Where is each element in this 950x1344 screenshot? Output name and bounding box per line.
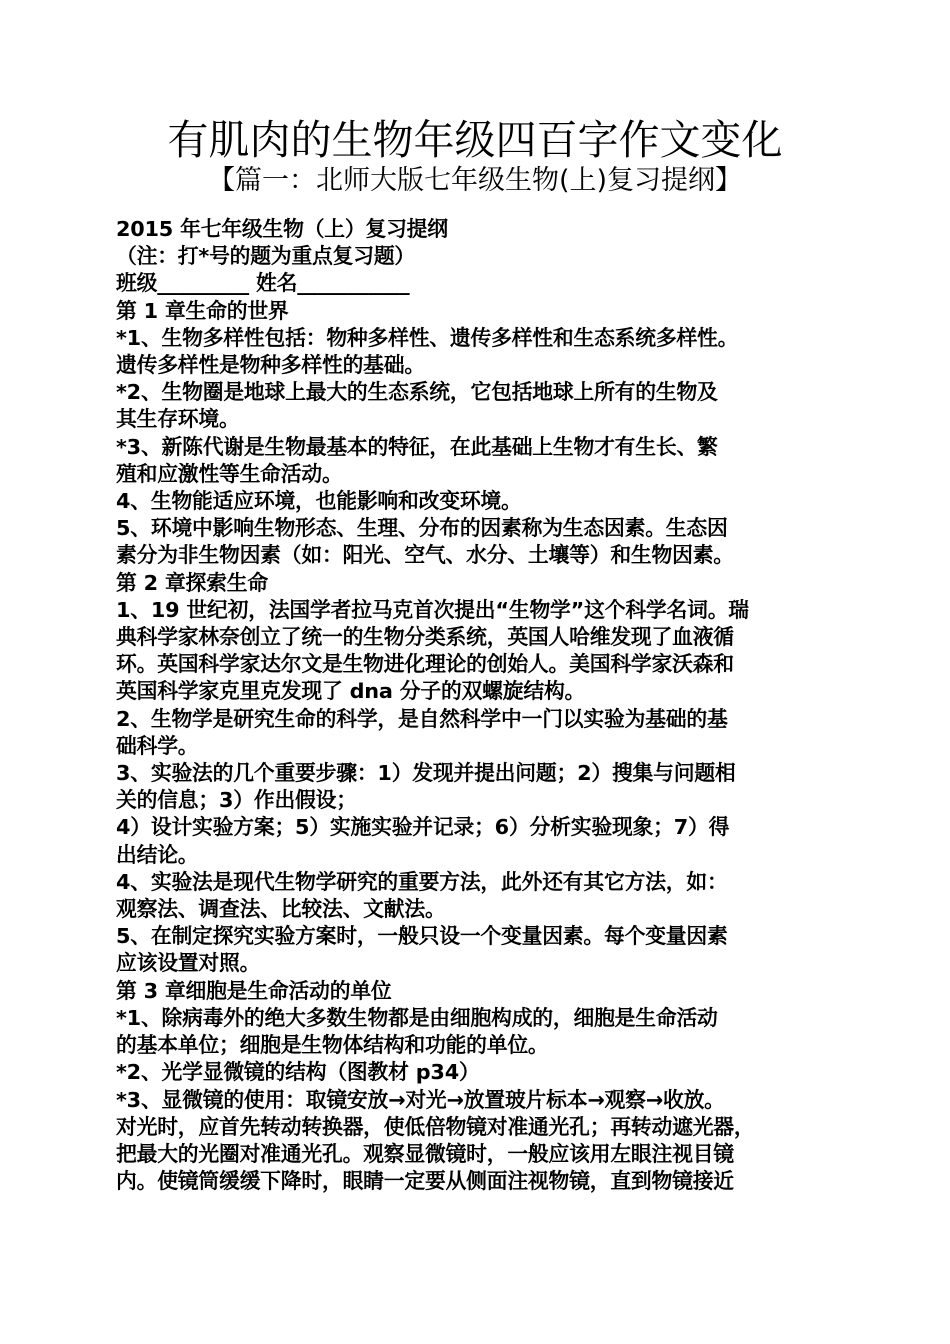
text-line: 4、实验法是现代生物学研究的重要方法，此外还有其它方法，如： bbox=[116, 869, 728, 894]
text-line: 的基本单位；细胞是生物体结构和功能的单位。 bbox=[116, 1033, 549, 1058]
text-line: 2、生物学是研究生命的科学，是自然科学中一门以实验为基础的基 bbox=[116, 706, 728, 731]
text-line: 5、在制定探究实验方案时，一般只设一个变量因素。每个变量因素 bbox=[116, 924, 728, 949]
text-line: *3、显微镜的使用：取镜安放→对光→放置玻片标本→观察→收放。 bbox=[116, 1087, 725, 1112]
text-line: 环。英国科学家达尔文是生物进化理论的创始人。美国科学家沃森和 bbox=[116, 652, 734, 677]
text-line: *1、生物多样性包括：物种多样性、遗传多样性和生态系统多样性。 bbox=[116, 325, 739, 350]
text-line: 5、环境中影响生物形态、生理、分布的因素称为生态因素。生态因 bbox=[116, 516, 728, 541]
text-line: 4）设计实验方案；5）实施实验并记录；6）分析实验现象；7）得 bbox=[116, 815, 730, 840]
text-line: 3、实验法的几个重要步骤：1）发现并提出问题；2）搜集与问题相 bbox=[116, 761, 736, 786]
text-line: 英国科学家克里克发现了 dna 分子的双螺旋结构。 bbox=[116, 679, 586, 704]
text-line: 典科学家林奈创立了统一的生物分类系统，英国人哈维发现了血液循 bbox=[116, 625, 734, 650]
text-line: 关的信息；3）作出假设； bbox=[116, 788, 357, 813]
text-line: 观察法、调查法、比较法、文献法。 bbox=[116, 897, 446, 922]
text-line: 4、生物能适应环境，也能影响和改变环境。 bbox=[116, 489, 522, 514]
text-line: 2015 年七年级生物（上）复习提纲 bbox=[116, 217, 448, 241]
text-line: *1、除病毒外的绝大多数生物都是由细胞构成的，细胞是生命活动 bbox=[116, 1005, 718, 1030]
text-line: 殖和应激性等生命活动。 bbox=[116, 461, 343, 486]
text-line: 素分为非生物因素（如：阳光、空气、水分、土壤等）和生物因素。 bbox=[116, 543, 734, 568]
text-line: 其生存环境。 bbox=[116, 407, 240, 432]
text-line: 出结论。 bbox=[116, 842, 199, 867]
text-line: 第 2 章探索生命 bbox=[116, 570, 268, 595]
document-title: 有肌肉的生物年级四百字作文变化 bbox=[167, 116, 783, 164]
document-subtitle: 【篇一：北师大版七年级生物(上)复习提纲】 bbox=[207, 165, 743, 196]
text-line: *2、光学显微镜的结构（图教材 p34） bbox=[116, 1060, 480, 1085]
text-line: 班级_________ 姓名___________ bbox=[116, 271, 410, 296]
document-body bbox=[116, 216, 840, 1195]
text-line: *3、新陈代谢是生物最基本的特征，在此基础上生物才有生长、繁 bbox=[116, 434, 718, 459]
text-line: 内。使镜筒缓缓下降时，眼睛一定要从侧面注视物镜，直到物镜接近 bbox=[116, 1169, 734, 1194]
text-line: （注：打*号的题为重点复习题） bbox=[116, 244, 416, 269]
text-line: 第 3 章细胞是生命活动的单位 bbox=[116, 978, 392, 1003]
text-line: 遗传多样性是物种多样性的基础。 bbox=[116, 353, 425, 378]
text-line: *2、生物圈是地球上最大的生态系统，它包括地球上所有的生物及 bbox=[116, 380, 718, 405]
text-line: 第 1 章生命的世界 bbox=[116, 298, 289, 323]
text-line: 把最大的光圈对准通光孔。观察显微镜时，一般应该用左眼注视目镜 bbox=[116, 1141, 734, 1166]
text-line: 1、19 世纪初，法国学者拉马克首次提出“生物学”这个科学名词。瑞 bbox=[116, 597, 749, 622]
text-line: 对光时，应首先转动转换器，使低倍物镜对准通光孔；再转动遮光器， bbox=[116, 1114, 755, 1139]
text-line: 础科学。 bbox=[116, 733, 199, 758]
text-line: 应该设置对照。 bbox=[116, 951, 261, 976]
